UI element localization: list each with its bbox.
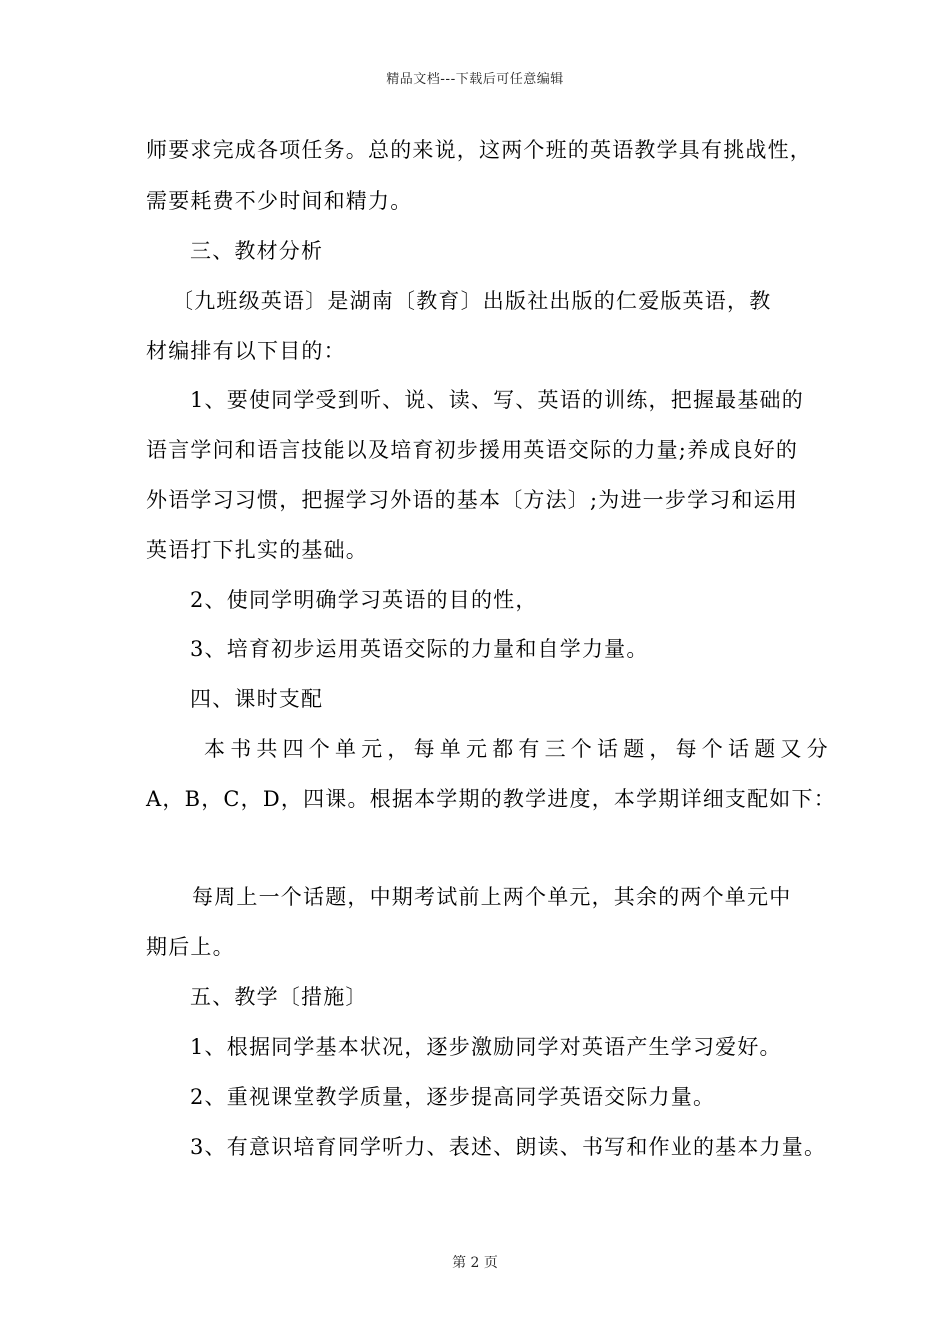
list-item: 2、使同学明确学习英语的目的性， xyxy=(190,588,538,612)
paragraph-line: 〔九班级英语〕是湖南〔教育〕出版社出版的仁爱版英语，教 xyxy=(172,289,772,313)
list-item: 2、重视课堂教学质量，逐步提高同学英语交际力量。 xyxy=(190,1085,716,1109)
section-heading: 三、教材分析 xyxy=(190,239,324,263)
paragraph-line: 外语学习习惯，把握学习外语的基本〔方法〕;为进一步学习和运用 xyxy=(146,488,799,512)
paragraph-line: 需要耗费不少时间和精力。 xyxy=(146,189,413,213)
paragraph-line: 期后上。 xyxy=(146,935,235,959)
list-item: 1、根据同学基本状况，逐步激励同学对英语产生学习爱好。 xyxy=(190,1035,782,1059)
paragraph-line: A，B，C，D，四课。根据本学期的教学进度，本学期详细支配如下： xyxy=(146,787,836,811)
list-item: 3、有意识培育同学听力、表述、朗读、书写和作业的基本力量。 xyxy=(190,1135,827,1159)
paragraph-line: 师要求完成各项任务。总的来说，这两个班的英语教学具有挑战性， xyxy=(146,138,812,162)
paragraph-line: 本书共四个单元，每单元都有三个话题，每个话题又分 xyxy=(204,737,833,761)
paragraph-line: 语言学问和语言技能以及培育初步援用英语交际的力量;养成良好的 xyxy=(146,438,799,462)
paragraph-line: 英语打下扎实的基础。 xyxy=(146,538,368,562)
page-header: 精品文档---下载后可任意编辑 xyxy=(386,72,564,87)
list-item: 1、要使同学受到听、说、读、写、英语的训练，把握最基础的 xyxy=(190,388,804,412)
page-number: 第 2 页 xyxy=(452,1255,498,1271)
section-heading: 四、课时支配 xyxy=(190,687,324,711)
section-heading: 五、教学〔措施〕 xyxy=(190,985,368,1009)
paragraph-line: 每周上一个话题，中期考试前上两个单元，其余的两个单元中 xyxy=(192,885,792,909)
list-item: 3、培育初步运用英语交际的力量和自学力量。 xyxy=(190,637,649,661)
paragraph-line: 材编排有以下目的： xyxy=(146,339,346,363)
